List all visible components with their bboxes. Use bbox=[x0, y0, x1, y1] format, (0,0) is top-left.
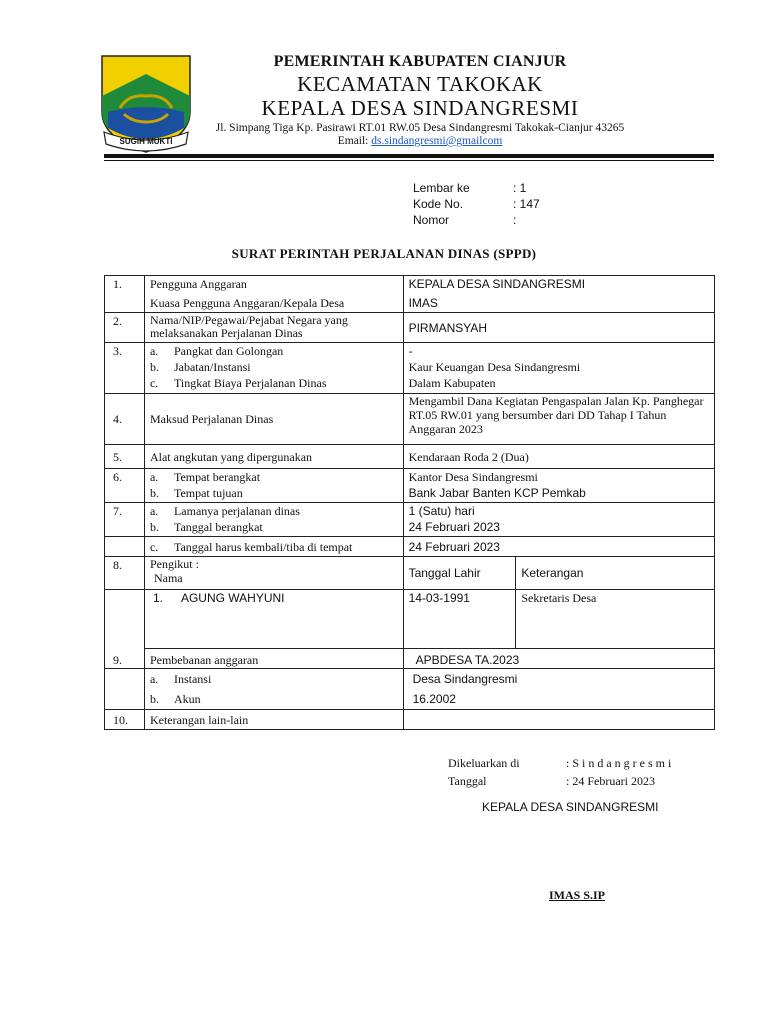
sub-label: Tanggal harus kembali/tiba di tempat bbox=[173, 539, 353, 554]
sub-marker: c. bbox=[149, 539, 159, 554]
table-row bbox=[105, 343, 715, 394]
date-label: Tanggal bbox=[448, 774, 487, 788]
row-number-empty bbox=[105, 590, 145, 649]
letterhead-address: Jl. Simpang Tiga Kp. Pasirawi RT.01 RW.05 Desa Sindangresmi Takokak-Cianjur 43265 bbox=[215, 122, 625, 134]
row-number-empty bbox=[105, 669, 145, 710]
meta-key: Nomor bbox=[413, 213, 450, 227]
follower-dob: 14-03-1991 bbox=[403, 590, 516, 649]
date-value: : 24 Februari 2023 bbox=[566, 774, 655, 788]
issued-value: : S i n d a n g r e s m i bbox=[566, 756, 672, 770]
sub-value: Desa Sindangresmi bbox=[412, 672, 518, 686]
row-number-empty bbox=[105, 537, 145, 557]
row-value bbox=[403, 669, 714, 710]
value-a: KEPALA DESA SINDANGRESMI bbox=[408, 277, 586, 291]
sub-marker: a. bbox=[149, 470, 159, 484]
col-keterangan: Keterangan bbox=[516, 557, 715, 590]
document-meta bbox=[413, 180, 540, 228]
sub-marker: b. bbox=[149, 360, 159, 374]
table-row bbox=[105, 669, 715, 710]
meta-value: : 147 bbox=[513, 197, 540, 211]
sub-value: Kaur Keuangan Desa Sindangresmi bbox=[408, 360, 581, 374]
logo-motto: SUGIH MUKTI bbox=[119, 137, 173, 146]
sppd-table bbox=[104, 275, 715, 730]
sub-item bbox=[150, 359, 398, 375]
row-number: 10. bbox=[105, 710, 145, 730]
row-label bbox=[144, 503, 403, 537]
row-number: 2. bbox=[105, 313, 145, 343]
sub-marker: a. bbox=[149, 504, 159, 518]
sub-value: Kantor Desa Sindangresmi bbox=[408, 470, 538, 484]
row-number: 7. bbox=[105, 503, 145, 537]
row-number: 9. bbox=[105, 649, 145, 669]
row-value bbox=[403, 710, 714, 730]
row-label: Alat angkutan yang dipergunakan bbox=[144, 445, 403, 469]
sub-label: Instansi bbox=[173, 672, 212, 686]
label-a: Pengguna Anggaran bbox=[149, 277, 247, 291]
table-row bbox=[105, 445, 715, 469]
sub-label: Lamanya perjalanan dinas bbox=[173, 504, 300, 518]
meta-row bbox=[413, 180, 540, 196]
col-tanggal-lahir: Tanggal Lahir bbox=[403, 557, 516, 590]
letterhead-line1: PEMERINTAH KABUPATEN CIANJUR bbox=[273, 53, 567, 70]
follower-number: 1. bbox=[152, 591, 163, 605]
letterhead-line2: KECAMATAN TAKOKAK bbox=[297, 72, 543, 96]
row-label bbox=[144, 276, 403, 313]
table-row bbox=[105, 537, 715, 557]
label-b: Kuasa Pengguna Anggaran/Kepala Desa bbox=[149, 296, 345, 310]
table-row bbox=[105, 649, 715, 669]
sub-item bbox=[150, 503, 398, 519]
table-row bbox=[105, 313, 715, 343]
value-b: IMAS bbox=[408, 296, 438, 310]
row-number: 1. bbox=[105, 276, 145, 313]
sub-item bbox=[150, 539, 398, 555]
sub-label: Tempat tujuan bbox=[173, 486, 243, 500]
sub-item bbox=[150, 343, 398, 359]
row-value bbox=[403, 276, 714, 313]
row-number: 8. bbox=[105, 557, 145, 590]
sub-label: Tingkat Biaya Perjalanan Dinas bbox=[173, 376, 327, 390]
sub-value: 24 Februari 2023 bbox=[408, 520, 500, 534]
document-title: SURAT PERINTAH PERJALANAN DINAS (SPPD) bbox=[231, 246, 537, 261]
sub-item bbox=[150, 375, 398, 391]
meta-key: Kode No. bbox=[413, 197, 464, 211]
sub-value: Dalam Kabupaten bbox=[408, 376, 496, 390]
meta-key: Lembar ke bbox=[413, 181, 470, 195]
sub-label: Tanggal berangkat bbox=[173, 520, 263, 534]
row-value: PIRMANSYAH bbox=[403, 313, 714, 343]
sub-value: - bbox=[408, 344, 413, 358]
issued-label: Dikeluarkan di bbox=[448, 756, 520, 770]
follower-label: Pengikut : bbox=[149, 557, 199, 571]
row-label: Nama/NIP/Pegawai/Pejabat Negara yang melaksanakan Perjalanan Dinas bbox=[144, 313, 403, 343]
sub-item bbox=[150, 469, 398, 485]
letterhead-email-line bbox=[200, 135, 640, 148]
email-label: Email: bbox=[337, 135, 369, 147]
row-label bbox=[144, 669, 403, 710]
table-row bbox=[105, 394, 715, 445]
table-row bbox=[105, 503, 715, 537]
row-label bbox=[144, 343, 403, 394]
sub-item bbox=[150, 671, 398, 691]
row-number: 3. bbox=[105, 343, 145, 394]
sub-value: Bank Jabar Banten KCP Pemkab bbox=[408, 486, 586, 500]
sub-value: 16.2002 bbox=[412, 692, 456, 706]
issuance-block bbox=[448, 754, 671, 790]
row-number: 4. bbox=[105, 394, 145, 445]
issued-at-row bbox=[448, 754, 671, 772]
sub-label: Tempat berangkat bbox=[173, 470, 261, 484]
sub-marker: b. bbox=[149, 520, 159, 534]
email-link[interactable]: ds.sindangresmi@gmailcom bbox=[371, 135, 503, 147]
table-row bbox=[105, 557, 715, 590]
sub-item bbox=[150, 691, 398, 707]
row-value: 24 Februari 2023 bbox=[403, 537, 714, 557]
sub-label: Akun bbox=[173, 692, 201, 706]
signatory-position: KEPALA DESA SINDANGRESMI bbox=[482, 800, 659, 814]
row-value bbox=[403, 469, 714, 503]
sub-item bbox=[150, 485, 398, 501]
table-row bbox=[105, 590, 715, 649]
row-label bbox=[144, 469, 403, 503]
row-value: APBDESA TA.2023 bbox=[403, 649, 714, 669]
letterhead-rule-thin bbox=[104, 160, 714, 161]
letterhead bbox=[200, 52, 640, 148]
row-value: Kendaraan Roda 2 (Dua) bbox=[403, 445, 714, 469]
row-value bbox=[403, 503, 714, 537]
meta-row bbox=[413, 196, 540, 212]
table-row bbox=[105, 710, 715, 730]
date-row bbox=[448, 772, 671, 790]
regency-emblem-logo bbox=[98, 52, 194, 156]
table-row bbox=[105, 469, 715, 503]
row-label: Maksud Perjalanan Dinas bbox=[144, 394, 403, 445]
row-label: Keterangan lain-lain bbox=[144, 710, 403, 730]
row-label bbox=[144, 557, 403, 590]
letterhead-rule-thick bbox=[104, 154, 714, 158]
sub-marker: c. bbox=[149, 376, 159, 390]
row-number: 6. bbox=[105, 469, 145, 503]
row-label bbox=[144, 537, 403, 557]
letterhead-line3: KEPALA DESA SINDANGRESMI bbox=[261, 96, 579, 120]
sub-marker: b. bbox=[149, 692, 159, 706]
sub-label: Pangkat dan Golongan bbox=[173, 344, 284, 358]
row-label: Pembebanan anggaran bbox=[144, 649, 403, 669]
sub-marker: a. bbox=[149, 672, 159, 686]
meta-row bbox=[413, 212, 540, 228]
table-row bbox=[105, 276, 715, 313]
sub-value: 1 (Satu) hari bbox=[408, 504, 475, 518]
follower-name-text: AGUNG WAHYUNI bbox=[180, 591, 285, 605]
sub-marker: a. bbox=[149, 344, 159, 358]
row-value bbox=[403, 343, 714, 394]
sub-marker: b. bbox=[149, 486, 159, 500]
follower-ket: Sekretaris Desa bbox=[516, 590, 715, 649]
meta-value: : 1 bbox=[513, 181, 527, 195]
row-value: Mengambil Dana Kegiatan Pengaspalan Jalan Kp. Panghegar RT.05 RW.01 yang bersumber dari DD Tahap I Tahun Anggaran 2023 bbox=[403, 394, 714, 445]
meta-value: : bbox=[513, 213, 517, 227]
signatory-name: IMAS S.IP bbox=[549, 888, 606, 902]
col-nama: Nama bbox=[153, 571, 183, 585]
sub-item bbox=[150, 519, 398, 535]
sub-label: Jabatan/Instansi bbox=[173, 360, 251, 374]
follower-name bbox=[144, 590, 403, 649]
row-number: 5. bbox=[105, 445, 145, 469]
